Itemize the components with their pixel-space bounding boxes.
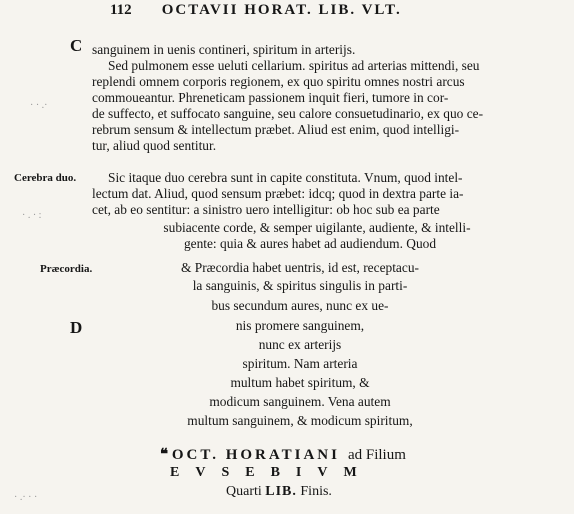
text-line: multum habet spiritum, & bbox=[230, 375, 370, 390]
text-line: Sed pulmonem esse ueluti cellarium. spiritus ad arterias mittendi, seu bbox=[108, 58, 480, 73]
text-line: de suffecto, et suffocato sanguine, seu calore consuetudinario, ex quo ce- bbox=[92, 106, 484, 121]
text-line: tur, aliud quod sentitur. bbox=[92, 138, 217, 153]
colophon-lib: LIB. bbox=[265, 484, 297, 499]
margin-letter-d: D bbox=[70, 318, 83, 337]
text-line: commoueantur. Phreneticam passionem inquit fieri, tumore in cor- bbox=[92, 90, 449, 105]
text-line: spiritum. Nam arteria bbox=[242, 356, 358, 371]
colophon-line-1 bbox=[160, 445, 500, 464]
page-number: 112 bbox=[110, 2, 132, 18]
text-line: nis promere sanguinem, bbox=[235, 318, 365, 333]
text-line: subiacente corde, & semper uigilante, audiente, & intelli- bbox=[163, 220, 471, 235]
text-line: nunc ex arterijs bbox=[258, 337, 342, 352]
text-line: replendi omnem corporis regionem, ex quo spiritu omnes nostri arcus bbox=[92, 74, 465, 89]
bleed-through-mark: · . · : bbox=[22, 210, 42, 221]
running-title: OCTAVII HORAT. LIB. VLT. bbox=[161, 2, 402, 18]
text-line: rebrum sensum & intellectum præbet. Aliud est enim, quod intelligi- bbox=[92, 122, 460, 137]
text-line: la sanguinis, & spiritus singulis in parti- bbox=[192, 278, 408, 293]
text-line: lectum dat. Aliud, quod sensum præbet: idcq; quod in dextra parte ia- bbox=[92, 186, 464, 201]
pilcrow-icon: ❝ bbox=[160, 447, 169, 463]
bleed-through-mark: · · .· bbox=[30, 100, 48, 111]
text-line: cet, ab eo sentitur: a sinistro uero intelligitur: ob hoc sub ea parte bbox=[92, 202, 440, 217]
colophon-line-3 bbox=[226, 484, 446, 500]
text-line: gente: quia & aures habet ad audiendum. Quod bbox=[183, 236, 437, 251]
bleed-through-mark: · .· · · bbox=[14, 492, 38, 503]
margin-letter-c: C bbox=[70, 36, 83, 55]
text-line: multum sanguinem, & modicum spiritum, bbox=[187, 413, 413, 428]
text-line: bus secundum aures, nunc ex ue- bbox=[211, 298, 389, 313]
margin-note-praecordia: Præcordia. bbox=[40, 263, 93, 275]
margin-note-cerebra: Cerebra duo. bbox=[14, 172, 77, 184]
text-line: modicum sanguinem. Vena autem bbox=[209, 394, 391, 409]
colophon-finis: Finis. bbox=[300, 484, 332, 499]
running-header bbox=[110, 2, 530, 19]
colophon-line-2: EVSEBIVM bbox=[170, 465, 373, 480]
colophon-dedication: ad Filium bbox=[347, 447, 406, 463]
colophon-word: Quarti bbox=[226, 484, 262, 499]
text-line: Sic itaque duo cerebra sunt in capite constituta. Vnum, quod intel- bbox=[108, 170, 463, 185]
text-line: sanguinem in uenis contineri, spiritum in arterijs. bbox=[92, 42, 356, 57]
text-line: & Præcordia habet uentris, id est, receptacu- bbox=[181, 260, 419, 275]
colophon-author: OCT. HORATIANI bbox=[171, 447, 340, 463]
